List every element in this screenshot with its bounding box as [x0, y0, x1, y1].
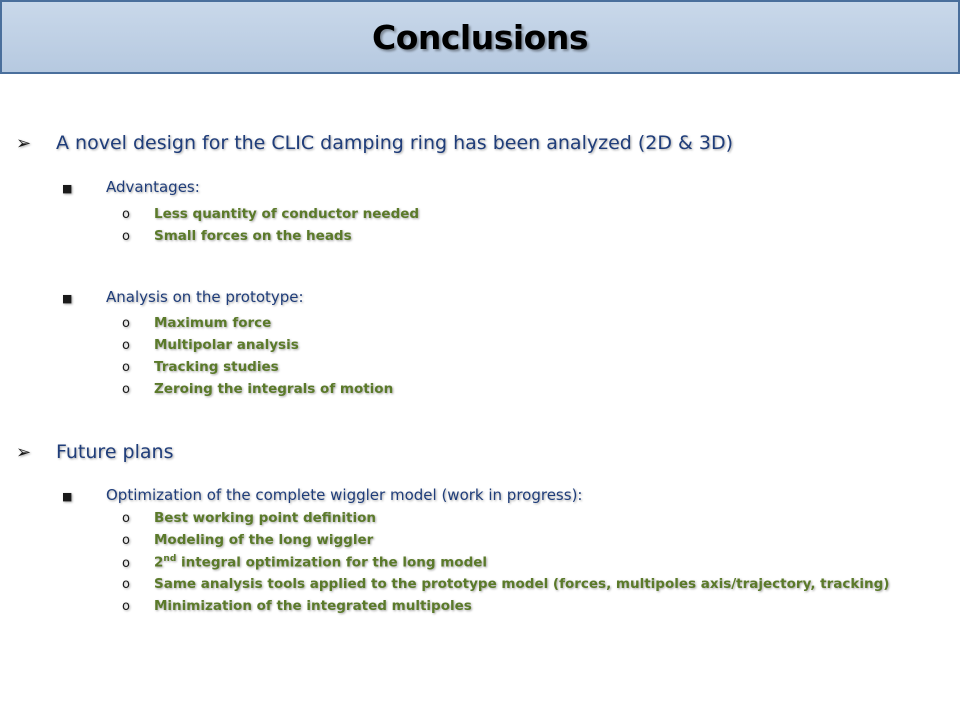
optimization-label	[62, 486, 582, 504]
ordinal-number: 2	[154, 554, 164, 571]
circle-bullet-icon: o	[122, 599, 130, 614]
list-item-text-rest: integral optimization for the long model	[180, 554, 488, 571]
section-2-heading	[16, 441, 173, 463]
circle-bullet-icon: o	[122, 207, 130, 222]
list-item-text	[154, 554, 487, 571]
list-item-text: Small forces on the heads	[154, 228, 352, 244]
list-item	[122, 554, 487, 571]
title-bar	[0, 0, 960, 74]
list-item-text: Minimization of the integrated multipoles	[154, 598, 472, 614]
list-item	[122, 381, 393, 397]
square-bullet-icon: ■	[62, 490, 73, 503]
section-1-heading-text: A novel design for the CLIC damping ring has been analyzed (2D & 3D)	[56, 132, 734, 154]
arrow-bullet-icon: ➢	[16, 133, 32, 154]
square-bullet-icon: ■	[62, 292, 73, 305]
advantages-label	[62, 178, 200, 196]
circle-bullet-icon: o	[122, 533, 130, 548]
list-item-text: Tracking studies	[154, 359, 279, 375]
square-bullet-icon: ■	[62, 182, 73, 195]
circle-bullet-icon: o	[122, 338, 130, 353]
circle-bullet-icon: o	[122, 229, 130, 244]
list-item	[122, 532, 373, 548]
list-item	[122, 337, 299, 353]
circle-bullet-icon: o	[122, 511, 130, 526]
advantages-label-text: Advantages:	[106, 178, 200, 196]
ordinal-suffix: nd	[163, 554, 177, 564]
list-item	[122, 206, 419, 222]
circle-bullet-icon: o	[122, 316, 130, 331]
list-item	[122, 598, 472, 614]
list-item-text: Maximum force	[154, 315, 272, 331]
list-item-text: Multipolar analysis	[154, 337, 299, 353]
list-item-text: Modeling of the long wiggler	[154, 532, 374, 548]
list-item	[122, 359, 279, 375]
analysis-label	[62, 288, 304, 306]
circle-bullet-icon: o	[122, 577, 130, 592]
circle-bullet-icon: o	[122, 382, 130, 397]
list-item	[122, 576, 889, 592]
circle-bullet-icon: o	[122, 360, 130, 375]
list-item	[122, 228, 352, 244]
list-item	[122, 315, 271, 331]
arrow-bullet-icon: ➢	[16, 442, 32, 463]
list-item-text: Best working point definition	[154, 510, 376, 526]
list-item-text: Less quantity of conductor needed	[154, 206, 420, 222]
section-1-heading	[16, 132, 733, 154]
list-item-text: Same analysis tools applied to the prototype model (forces, multipoles axis/trajectory, tracking)	[154, 576, 890, 592]
circle-bullet-icon: o	[122, 555, 130, 571]
analysis-label-text: Analysis on the prototype:	[106, 288, 304, 306]
optimization-label-text: Optimization of the complete wiggler model (work in progress):	[106, 486, 583, 504]
list-item	[122, 510, 376, 526]
slide-title: Conclusions	[371, 17, 588, 57]
section-2-heading-text: Future plans	[56, 441, 174, 463]
list-item-text: Zeroing the integrals of motion	[154, 381, 394, 397]
